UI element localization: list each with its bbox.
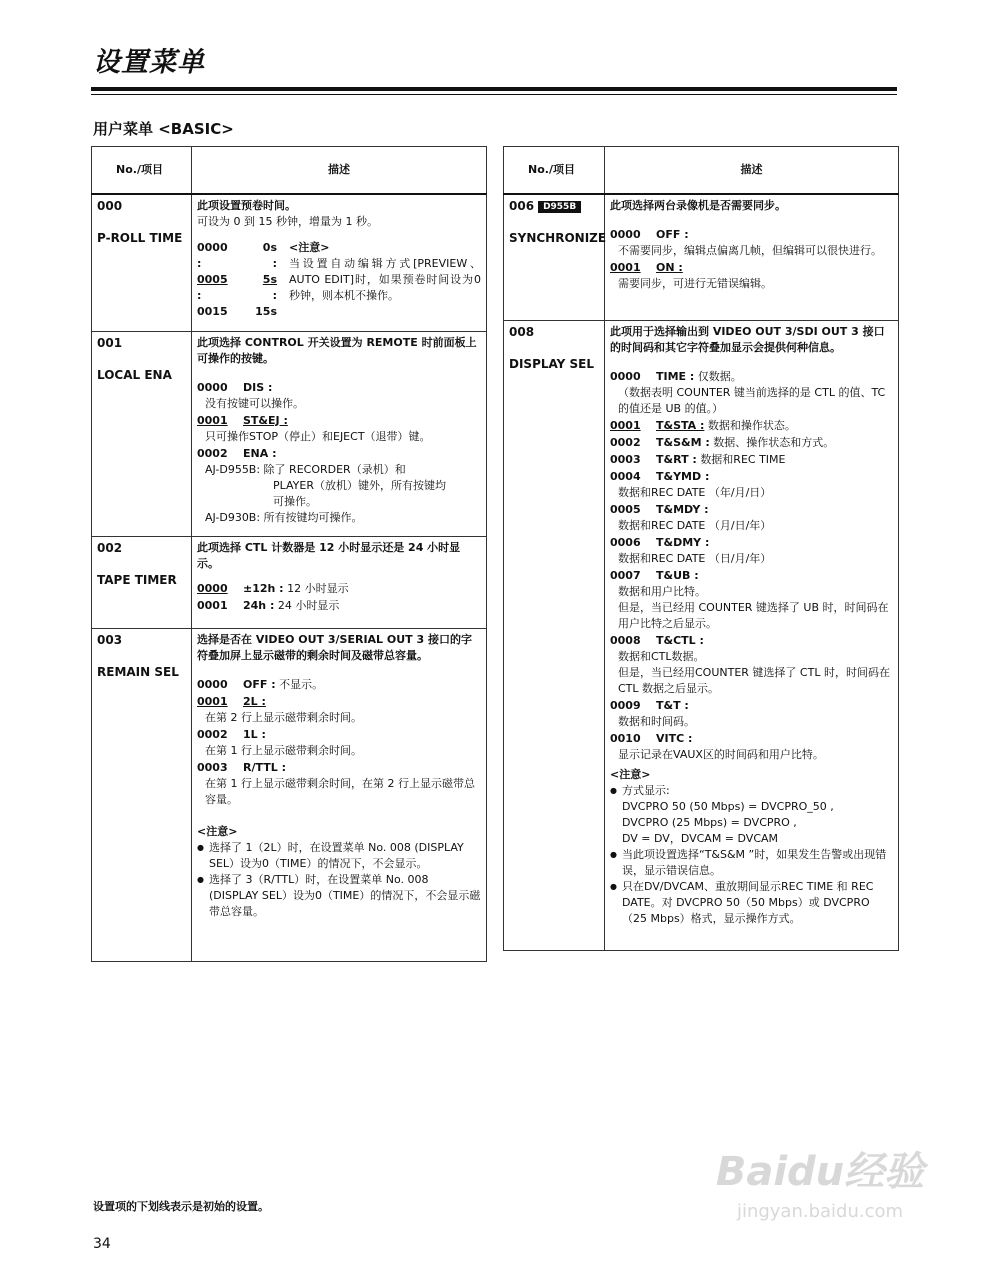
item-description: 选择是否在 VIDEO OUT 3/SERIAL OUT 3 接口的字符叠加屏上显示磁带的剩余时间及磁带总容量。 — [197, 632, 472, 662]
note-bullet: ● 选择了 3（R/TTL）时，在设置菜单 No. 008 (DISPLAY SEL）设为0（TIME）的情况下，不会显示磁带总容量。 — [197, 872, 481, 920]
item-name: LOCAL ENA — [97, 367, 172, 382]
item-number: 003 — [97, 632, 123, 647]
item-description: 此项设置预卷时间。 — [197, 199, 296, 212]
table-row: 003 REMAIN SEL 选择是否在 VIDEO OUT 3/SERIAL OUT 3 接口的字符叠加屏上显示磁带的剩余时间及磁带总容量。 0000 OFF : 不显示。 0001 2L : 在第 2 行上显示磁带剩余时间。 0002 1L : 在第 1 行上显示磁带剩余时间。 0003 R/TTL : 在第 1 行上显示磁带剩余时间，在第 2 行上显示磁带总容量。 <注意> ● 选择了 1（2L）时，在设置菜单 No. 008 (DISPLAY SEL）设为0（TIME）的情况下，不会显示。 ● 选择了 3（R/TTL）时，在设置菜单 No. 008 (DISPLAY SEL）设为0（TIME）的情况下，不会显示磁带总容量。 — [92, 628, 487, 961]
item-range: 可设为 0 到 15 秒钟，增量为 1 秒。 — [197, 215, 378, 228]
table-row: 001 LOCAL ENA 此项选择 CONTROL 开关设置为 REMOTE 时前面板上可操作的按键。 0000 DIS : 没有按键可以操作。 0001 ST&EJ : 只可操作STOP（停止）和EJECT（退带）键。 0002 ENA : AJ-D955B: 除了 RECORDER（录机）和 PLAYER（放机）键外，所有按键均 可操作。 AJ-D930B: 所有按键均可操作。 — [92, 331, 487, 536]
item-name: DISPLAY SEL — [509, 356, 595, 371]
table-row — [92, 194, 487, 331]
footer-note: 设置项的下划线表示是初始的设置。 — [93, 1200, 269, 1213]
code-list: 0000 0s : : 0005 5s : : 0015 15s — [197, 241, 277, 318]
title-rule-thin — [91, 94, 897, 95]
item-number: 008 — [509, 324, 535, 339]
item-description: 此项选择两台录像机是否需要同步。 — [610, 199, 786, 212]
header-no: No./项目 — [504, 147, 605, 195]
table-row: 002 TAPE TIMER 此项选择 CTL 计数器是 12 小时显示还是 24 小时显示。 0000 ±12h : 12 小时显示 0001 24h : 24 小时显示 — [92, 536, 487, 628]
model-badge: D955B — [538, 201, 581, 213]
item-number: 000 — [97, 199, 123, 213]
page-number: 34 — [93, 1236, 111, 1252]
item-name: P-ROLL TIME — [97, 231, 183, 245]
item-number: 006 D955B — [509, 198, 599, 214]
note-title: <注意> — [197, 824, 238, 838]
note-title: <注意> — [289, 241, 330, 254]
watermark-logo: Baidu经验 — [715, 1149, 925, 1195]
header-no: No./项目 — [92, 147, 192, 195]
item-description: 此项选择 CTL 计数器是 12 小时显示还是 24 小时显示。 — [197, 540, 461, 570]
title-rule-thick — [91, 87, 897, 91]
item-number: 001 — [97, 335, 123, 350]
left-menu-table — [91, 146, 487, 962]
note-bullet: ● 选择了 1（2L）时，在设置菜单 No. 008 (DISPLAY SEL）设为0（TIME）的情况下，不会显示。 — [197, 840, 481, 872]
table-row: 006 D955B SYNCHRONIZE 此项选择两台录像机是否需要同步。 0000 OFF : 不需要同步，编辑点偏离几帧，但编辑可以很快进行。 0001 ON : 需要同步，可进行无错误编辑。 — [504, 194, 899, 320]
item-description: 此项用于选择输出到 VIDEO OUT 3/SDI OUT 3 接口的时间码和其它字符叠加显示会提供何种信息。 — [610, 324, 885, 354]
section-subtitle: 用户菜单 <BASIC> — [93, 120, 234, 138]
note-bullet: ● 方式显示: DVCPRO 50 (50 Mbps) = DVCPRO_50 , DVCPRO (25 Mbps) = DVCPRO , DV = DV，DVCAM = DVCAM — [610, 783, 893, 847]
table-row: 008 DISPLAY SEL 此项用于选择输出到 VIDEO OUT 3/SDI OUT 3 接口的时间码和其它字符叠加显示会提供何种信息。 0000 TIME : 仅数据。 （数据表明 COUNTER 键当前选择的是 CTL 的值、TC 的值还是 UB 的值。） 0001 T&STA : 数据和操作状态。 0002 T&S&M : 数据、操作状态和方式。 0003 T&RT : 数据和REC TIME 0004 T&YMD : 数据和REC DATE （年/月/日） 0005 T&MDY : 数据和REC DATE （月/日/年） 0006 T&DMY : 数据和REC DATE （日/月/年） 0007 T&UB : 数据和用户比特。 但是，当已经用 COUNTER 键选择了 UB 时，时间码在用户比特之后显示。 0008 T&CTL : 数据和CTL数据。 但是，当已经用COUNTER 键选择了 CTL 时，时间码在 CTL 数据之后显示。 0009 T&T : 数据和时间码。 0010 VITC : 显示记录在VAUX区的时间码和用户比特。 <注意> ● 方式显示: DVCPRO 50 (50 Mbps) = DVCPRO_50 , DVCPRO (25 Mbps) = DVCPRO , DV = DV，DVCAM = DVCAM ● 当此项设置选择“T&S&M ”时，如果发生告警或出现错误，显示错误信息。 ● 只在DV/DVCAM、重放期间显示REC TIME 和 REC DATE。对 DVCPRO 50（50 Mbps）或 DVCPRO（25 Mbps）格式，显示操作方式。 — [504, 320, 899, 950]
watermark — [700, 1140, 940, 1250]
note-text: 当设置自动编辑方式[PREVIEW、AUTO EDIT]时，如果预卷时间设为0秒钟，则本机不操作。 — [289, 257, 481, 302]
item-name: TAPE TIMER — [97, 572, 177, 587]
header-desc: 描述 — [605, 147, 899, 195]
right-menu-table — [503, 146, 899, 951]
header-desc: 描述 — [192, 147, 487, 195]
item-description: 此项选择 CONTROL 开关设置为 REMOTE 时前面板上可操作的按键。 — [197, 335, 477, 365]
item-number: 002 — [97, 540, 123, 555]
note-bullet: ● 只在DV/DVCAM、重放期间显示REC TIME 和 REC DATE。对 DVCPRO 50（50 Mbps）或 DVCPRO（25 Mbps）格式，显示操作方式。 — [610, 879, 893, 927]
watermark-url: jingyan.baidu.com — [736, 1201, 904, 1222]
page-title: 设置菜单 — [93, 47, 205, 78]
item-name: SYNCHRONIZE — [509, 231, 607, 245]
note-title: <注意> — [610, 767, 651, 781]
item-name: REMAIN SEL — [97, 664, 179, 679]
note-bullet: ● 当此项设置选择“T&S&M ”时，如果发生告警或出现错误，显示错误信息。 — [610, 847, 893, 879]
